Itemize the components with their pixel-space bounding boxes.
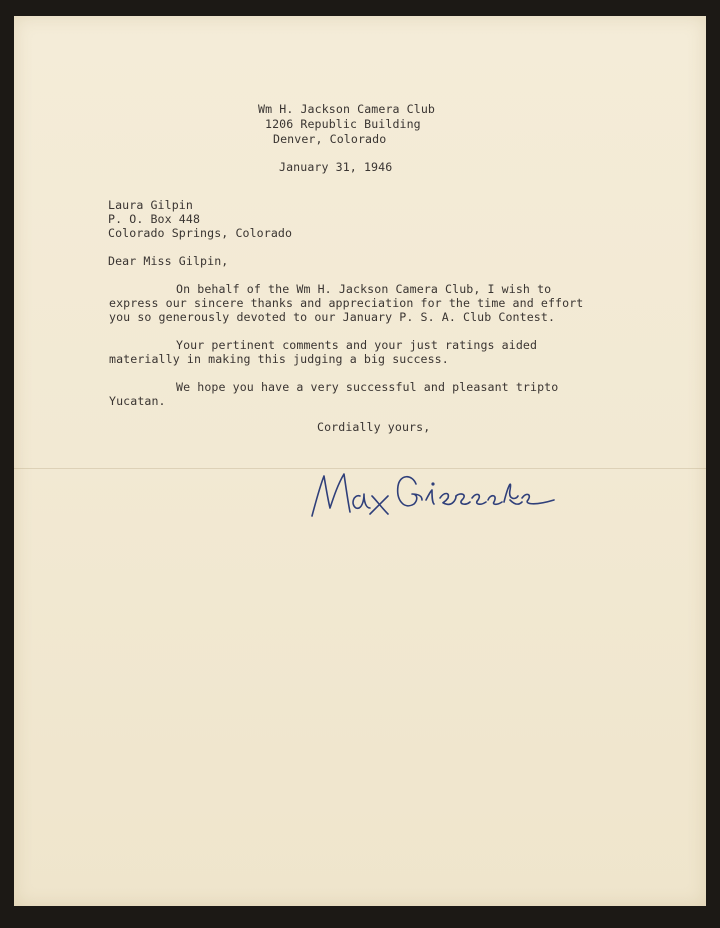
body-paragraph-1-line-2: express our sincere thanks and appreciation for the time and effort xyxy=(109,296,584,310)
recipient-address-1: P. O. Box 448 xyxy=(108,212,201,226)
letterhead-building: 1206 Republic Building xyxy=(265,117,421,131)
closing: Cordially yours, xyxy=(317,420,431,434)
body-paragraph-1-line-1: On behalf of the Wm H. Jackson Camera Club, I wish to xyxy=(176,282,552,296)
recipient-address-2: Colorado Springs, Colorado xyxy=(108,226,293,240)
letterhead-club-name: Wm H. Jackson Camera Club xyxy=(258,102,436,116)
body-paragraph-3-line-1: We hope you have a very successful and pleasant tripto xyxy=(176,380,559,394)
letter-date: January 31, 1946 xyxy=(279,160,393,174)
body-paragraph-2-line-1: Your pertinent comments and your just ratings aided xyxy=(176,338,538,352)
recipient-name: Laura Gilpin xyxy=(108,198,193,212)
letterhead-city: Denver, Colorado xyxy=(273,132,387,146)
salutation: Dear Miss Gilpin, xyxy=(108,254,229,268)
letter-page xyxy=(14,16,706,906)
body-paragraph-2-line-2: materially in making this judging a big success. xyxy=(109,352,449,366)
body-paragraph-3-line-2: Yucatan. xyxy=(109,394,166,408)
signature-image xyxy=(304,456,564,526)
body-paragraph-1-line-3: you so generously devoted to our January P. S. A. Club Contest. xyxy=(109,310,556,324)
